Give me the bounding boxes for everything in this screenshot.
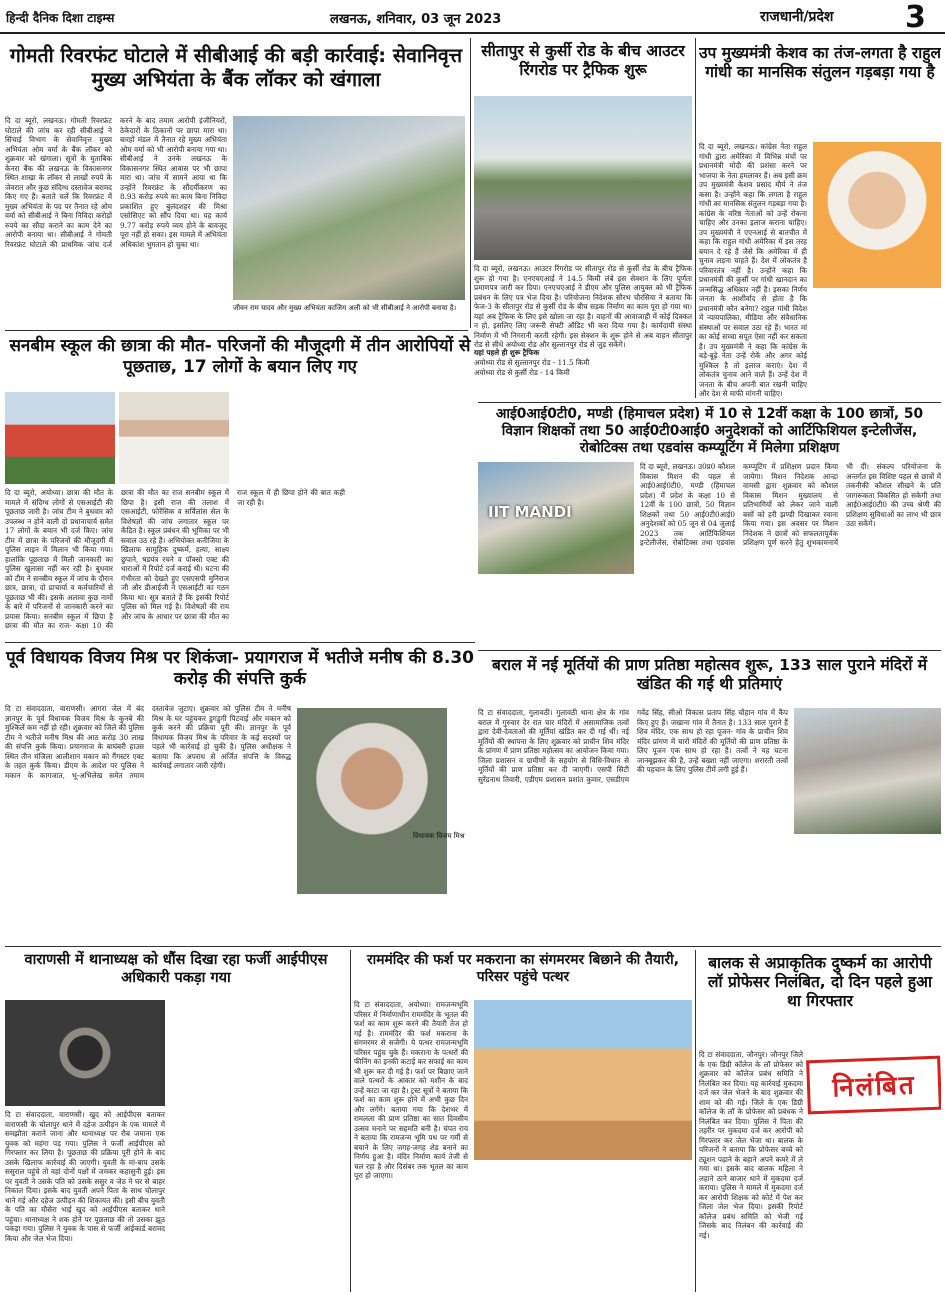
body-law-professor-right: [807, 1118, 941, 1290]
divider: [478, 402, 941, 403]
caption-riverfront: जीवन राम यादव और मुख्य अभियंता काजिम अली को भी सीबीआई ने आरोपी बनाया है।: [233, 304, 457, 312]
photo-sunbeam-building: [5, 392, 115, 484]
photo-ram-mandir: [474, 1000, 692, 1160]
article-sunbeam: [5, 334, 475, 640]
headline-vijay-mishra: पूर्व विधायक विजय मिश्र पर शिकंजा- प्रयागराज में भतीजे मनीष की 8.30 करोड़ की संपत्ति कुर्क: [5, 648, 474, 689]
headline-keshav: उप मुख्यमंत्री केशव का तंज-लगता है राहुल गांधी का मानसिक संतुलन गड़बड़ा गया है: [699, 44, 941, 81]
paper-name: हिन्दी दैनिक दिशा टाइम्स: [6, 11, 115, 25]
body-vijay-mishra-right: [297, 898, 475, 942]
divider: [695, 950, 696, 1292]
list-item-ringroad: अयोध्या रोड से सुल्तानपुर रोड - 11.5 किमी: [474, 358, 590, 367]
photo-riverfront: [233, 116, 465, 300]
body-sunbeam: दि दा ब्यूरो, अयोध्या। छात्रा की मौत के मामले में संदिग्ध लोगों से एसआईटी की पूछताछ जारी है। जांच टीम ने बुधवार को उपलब्ध न होने वाली दो प्रधानाचार्य समेत 17 लोगों के बयान भी दर्ज किए। जांच टीम में छात्रा के परिजनों की मौजूदगी में पुलिस लाइन में मिलान भी किया गया। हालांकि पूछताछ में मिली जानकारी का पुलिस खुलासा नहीं कर रही है। बुधवार को टीम ने सनबीम स्कूल में जांच के दौरान छात्र, छात्रा, दो प्राचार्या व कर्मचारियों से पूछताछ भी की। इसके अलावा कुछ नामों के बारे में परिजनों से जानकारी करने का प्रयास किया। सनबीम स्कूल में छिपा है छात्रा की मौत का राज- कक्षा 10 की छात्रा की मौत का राज सनबीम स्कूल में छिपा है। इसी राज की तलाश में एसआईटी, फोरेंसिक व सर्विलांस सेल के विशेषज्ञों की जांच लगातार स्कूल पर केंद्रित है। स्कूल प्रबंधन की भूमिका पर भी सवाल उठ रहे हैं। अभियोक्त कनीजिया के खिलाफ सामूहिक दुष्कर्म, हत्या, साक्ष्य छुपाने, षडयंत्र रचने व पॉक्सो एक्ट की धाराओं में रिपोर्ट दर्ज कराई थी। घटना की गंभीरता को देखते हुए एसएसपी मुनिराज जी और डीआईजी ने एसआईटी का गठन किया था। सूत्र बताते हैं कि इसकी रिपोर्ट पुलिस को मिल गई है। विशेषज्ञों की राय और जांच के आधार पर छात्रा की मौत का राज स्कूल में ही छिपा होने की बात कही जा रही है।: [5, 488, 345, 630]
body-law-professor: दि टा संवाददाता, जौनपुर। जौनपुर जिले के एक डिग्री कॉलेज के लॉ प्रोफेसर को शुक्रवार को कॉलेज प्रबंध समिति ने निलंबित कर दिया। यह कार्रवाई मुकदमा दर्ज कर जेल भेजने के बाद शुक्रवार की शाम को की गई। जिले के एक डिग्री कॉलेज के लॉ के प्रोफेसर को प्रबंधक ने निलंबित कर दिया। पुलिस ने पिता की तहरीर पर मुकदमा दर्ज कर आरोपी को गिरफ्तार कर जेल भेजा था। बालक के परिजनों ने बताया कि प्रोफेसर बच्चे को ट्यूशन पढ़ाने के बहाने अपने कमरे में ले गया था। इसके बाद बालक महिला ने लहाने ठाने बाजार थाने में मुकदमा दर्ज कराया। पुलिस ने मामले में मुकदमा दर्ज कर आरोपी शिक्षक को कोर्ट में पेश कर जिला जेल भेज दिया। इसकी रिपोर्ट कॉलेज प्रबंध समिति को भेजी गई जिसके बाद निलंबन की कार्रवाई की गई।: [699, 1050, 803, 1240]
masthead: [0, 0, 945, 34]
divider: [5, 946, 941, 947]
body-keshav: दि दा ब्यूरो, लखनऊ। कांग्रेस नेता राहुल गांधी द्वारा अमेरिका में विभिन्न मंचों पर प्रधानमंत्री मोदी की प्रशंसा करने पर भाजपा के नेता हमलावर हैं। अब इसी क्रम उप मुख्यमंत्री केशव प्रसाद मौर्य ने तंज कसा है। उन्होंने कहा कि लगता है राहुल गांधी का मानसिक संतुलन गड़बड़ा गया है। कांग्रेस के वरिष्ठ नेताओं को उन्हें रोकना चाहिए और उनका इलाज कराना चाहिए। उप मुख्यमंत्री ने एएनआई से बातचीत में कहा कि राहुल गांधी अमेरिका में इस तरह बयान दे रहे हैं जैसे कि अमेरिका में ही चुनाव लड़ना चाहते हैं। देश में लोकतंत्र है परिवारतंत्र नहीं है। उन्होंने कहा कि प्रधानमंत्री की कुर्सी पर गांधी खानदान का जन्मसिद्ध अधिकार नहीं है। इसका निर्णय जनता के आशीर्वाद से होता है कि प्रधानमंत्री कौन बनेगा? राहुल गांधी विदेश में न्यायपालिका, मीडिया और संवैधानिक संस्थाओं पर सवाल उठा रहे हैं। भारत मां का कोई सच्चा सपूत ऐसा नहीं कर सकता है। उप मुख्यमंत्री ने कहा कि कांग्रेस के बड़े-बूढ़े नेता उन्हें रोकें और अगर कोई मुश्किल है तो इलाज कराएं। देश में लोकतंत्र चुनाव आने वाले हैं। उन्हें देश में जनता के बीच अपनी बात रखनी चाहिए और देश से माफी मांगनी चाहिए।: [699, 142, 807, 398]
headline-ram-mandir: राममंदिर की फर्श पर मकराना का संगमरमर बिछाने की तैयारी, परिसर पहुंचे पत्थर: [367, 952, 679, 985]
article-vijay-mishra: [5, 646, 475, 944]
article-ram-mandir: [354, 950, 692, 1292]
body-vijay-mishra: दि टा संवाददाता, वाराणसी। आगरा जेल में बंद ज्ञानपुर के पूर्व विधायक विजय मिश्र के कुनबे की मुश्किलें कम नहीं हो रही। शुक्रवार को जिले की पुलिस टीम ने भतीजे मनीष मिश्र की आठ करोड़ 30 लाख की संपत्ति कुर्क किया। प्रयागराज के बाघंबरी हाउस स्थित तीन मंजिला आलीशान मकान को गैंगस्टर एक्ट के तहत कुर्क किया। डीएम के आदेश पर पुलिस ने मकान के कागजात, भू-अभिलेख समेत तमाम दस्तावेज जुटाए। शुक्रवार को पुलिस टीम ने मनीष मिश्र के घर पहुंचकर डुगडुगी पिटवाई और मकान को कुर्क करने की प्रक्रिया पूरी की। ज्ञानपुर के पूर्व विधायक विजय मिश्र के परिवार के कई सदस्यों पर पहले भी कार्रवाई हो चुकी है। पुलिस अधीक्षक ने बताया कि अपराध से अर्जित संपत्ति के विरुद्ध कार्रवाई लगातार जारी रहेगी।: [5, 704, 291, 780]
headline-sunbeam: सनबीम स्कूल की छात्रा की मौत- परिजनों की मौजूदगी में तीन आरोपियों से पूछताछ, 17 लोगों के बयान लिए गए: [9, 336, 471, 377]
article-baral-temple: [478, 654, 941, 944]
headline-fake-ips: वाराणसी में थानाध्यक्ष को धौंस दिखा रहा फर्जी आईपीएस अधिकारी पकड़ा गया: [24, 952, 328, 986]
headline-riverfront: गोमती रिवरफंट घोटाले में सीबीआई की बड़ी कार्रवाई: सेवानिवृत्त मुख्य अभियंता के बैंक लॉकर को खंगाला: [9, 44, 463, 91]
body-fake-ips-right: [171, 1000, 347, 1290]
divider: [470, 38, 471, 328]
suspended-stamp: [806, 1056, 941, 1115]
divider: [478, 650, 941, 651]
list-item-ringroad: अयोध्या रोड से कुर्सी रोड - 14 किमी: [474, 368, 570, 377]
section-name: राजधानी/प्रदेश: [760, 9, 834, 25]
dateline: लखनऊ, शनिवार, 03 जून 2023: [330, 12, 502, 27]
body-iit-mandi-left: [478, 578, 634, 646]
headline-ringroad: सीतापुर से कुर्सी रोड के बीच आउटर रिंगरोड पर ट्रैफिक शुरू: [481, 42, 685, 79]
divider: [695, 38, 696, 398]
body-keshav-continued: [813, 292, 941, 394]
photo-vijay-mishra: [297, 708, 447, 894]
body-ram-mandir-right: [474, 1164, 692, 1290]
divider: [5, 330, 468, 331]
caption-vijay-mishra: विधायक विजय मिश्र: [413, 832, 465, 840]
photo-student: [119, 392, 229, 484]
article-law-professor: [699, 950, 941, 1292]
image-label-iit: IIT MANDI: [488, 503, 572, 521]
body-baral-temple: दि टा संवाददाता, गुलावठी। गुलावठी थाना क्षेत्र के गांव बराल में गुरुवार देर रात चार मंदिरों में असामाजिक तत्वों द्वारा देवी-देवताओं की मूर्तियां खंडित कर दी गई थीं। नई मूर्तियों की स्थापना के लिए शुक्रवार को प्राचीन शिव मंदिर के प्रांगण में प्राण प्रतिष्ठा महोत्सव का आयोजन किया गया। जिला प्रशासन व ग्रामीणों के सहयोग से विधि-विधान से मूर्तियों की प्राण प्रतिष्ठा कर दी जाएगी। एसपी सिटी सुरेंद्रनाथ तिवारी, एडीएम प्रशासन प्रशांत कुमार, एसडीएम गवेंद्र सिंह, सीओ विकास प्रताप सिंह चौहान गांव में कैंप किए हुए हैं। जखाना गांव में तैनात है। 133 साल पुराने हैं शिव मंदिर, एक साथ हो रहा पूजन- गांव के प्राचीन शिव मंदिर प्रांगण में चारों मंदिरों की मूर्तियों की प्राण प्रतिष्ठा के लिए पूजन एक साथ हो रहा है। तत्वों ने यह घटना जानबूझकर की है, उन्हें बख्शा नहीं जाएगा। शरारती तत्वों की पहचान के लिए पुलिस टीमें लगी हुई हैं।: [478, 708, 788, 784]
photo-keshav: [813, 142, 941, 288]
headline-iit-mandi: आई0आई0टी0, मण्डी (हिमाचल प्रदेश) में 10 से 12वीं कक्षा के 100 छात्रों, 50 विज्ञान शिक्षकों तथा 50 आई0टी0आई0 अनुदेशकों को आर्टिफिशियल इन्टेलीजेंस, रोबोटिक्स तथा एडवांस कम्प्यूटिंग में मिलेगा प्रशिक्षण: [495, 406, 924, 456]
headline-law-professor: बालक से अप्राकृतिक दुष्कर्म का आरोपी लॉ प्रोफेसर निलंबित, दो दिन पहले हुआ था गिरफ्तार: [708, 954, 932, 1010]
body-sunbeam-right: [235, 392, 475, 638]
article-fake-ips: [5, 950, 347, 1292]
divider: [350, 950, 351, 1292]
article-iit-mandi: [478, 406, 941, 648]
photo-handcuffs: [5, 1000, 165, 1106]
body-iit-mandi: दि दा ब्यूरो, लखनऊ। उ0प्र0 कौशल विकास मिशन की पहल से आई0आई0टी0, मण्डी (हिमाचल प्रदेश) में प्रदेश के कक्षा 10 से 12वीं के 100 छात्रों, 50 विज्ञान शिक्षकों तथा 50 आई0टी0आई0 अनुदेशकों को 05 जून से 04 जुलाई 2023 तक आर्टिफिशियल इन्टेलीजेंस, रोबोटिक्स तथा एडवांस कम्प्यूटिंग में प्रशिक्षण प्रदान किया जायेगा। मिशन निदेशक आन्द्रा वामसी द्वारा शुक्रवार को कौशल विकास मिशन मुख्यालय से प्रतिभागियों को लेकर जाने वाली बसों को हरी झण्डी दिखाकर रवाना किया गया। इस अवसर पर मिशन निदेशक ने छात्रों को सफलतापूर्वक प्रशिक्षण पूर्ण करने हेतु शुभकामनायें भी दीं। संकल्प परियोजना के अन्तर्गत इस विशिष्ट पहल से छात्रों में तकनीकी कौशल सीखने के प्रति जागरूकता विकसित हो सकेगी तथा आई0आई0टी0 की उच्च श्रेणी की प्रशिक्षण सुविधाओं का लाभ भी छात्र उठा सकेंगे।: [640, 462, 941, 547]
body-baral-temple-right: [794, 838, 941, 942]
body-ram-mandir: दि टा संवाददाता, अयोध्या। रामजन्मभूमि परिसर में निर्माणाधीन राममंदिर के भूतल की फर्श का काम शुरू करने की तैयारी तेज हो गई है। राममंदिर की फर्श मकराना के संगमरमर से सजेगी। ये पत्थर रामजन्मभूमि परिसर पहुंच चुके हैं। मकराना के पत्थरों की फीनिंग का इनकी कटाई कर सफाई का काम भी शुरू कर दी गई है। फर्श पर बिछाए जाने वाले पत्थरों के आकार को मशीन के बाद उन्हें काटा जा रहा है। ट्रस्ट सूत्रों ने बताया कि फर्श का काम शुरू होने में अभी कुछ दिन और लगेंगे। बताया गया कि देशभर में रामलला की प्राण प्रतिष्ठा का सात दिवसीय उत्सव मनाने पर सहमति बनी है। चंपत राय ने बताया कि रामजन्म भूमि पथ पर गर्मी से बचाने के लिए जगह-जगह शेड बनाने का निर्णय हुआ है। मंदिर निर्माण कार्य तेजी से चल रहा है और दिसंबर तक भूतल का काम पूरा हो जाएगा।: [354, 1000, 468, 1180]
photo-ringroad: [474, 96, 692, 260]
body-fake-ips: दि टा संवाददाता, वाराणसी। खुद को आईपीएस बताकर वाराणसी के चोलापुर थाने में दहेज उत्पीड़न के एक मामले में समझौता कराने जाना और थानाध्यक्ष पर रौब जमाना एक युवक को महंगा पड़ गया। पुलिस ने फर्जी आईपीएस को गिरफ्तार कर लिया है। पूछताछ की प्रक्रिया पूरी होने के बाद उसके खिलाफ कार्रवाई की जाएगी। युवती के मां-बाप उसके ससुराल पहुंचे तो वहां दोनों पक्षों में जमकर कहासुनी हुई। इस पर युवती ने उसके पति को उसके ससुर व जेठ ने घर से बाहर निकाल दिया। इसके बाद युवती अपने पिता के साथ चोलापुर थाने गई और दहेज उत्पीड़न की शिकायत की। इसी बीच युवती के पति का मौसेरा भाई खुद को आईपीएस बताकर थाने पहुंचा। थानाध्यक्ष ने शक होने पर पूछताछ की तो उसका झूठ पकड़ा गया। पुलिस ने युवक के पास से फर्जी आईकार्ड बरामद किया और जेल भेज दिया।: [5, 1110, 165, 1243]
list-title-ringroad: यहां पहले ही शुरू ट्रैफिक: [474, 348, 540, 357]
body-ringroad: दि दा ब्यूरो, लखनऊ। आउटर रिंगरोड पर सीतापुर रोड से कुर्सी रोड के बीच ट्रैफिक शुरू हो गया है। एनएचएआई ने 14.5 किमी लंबे इस सेक्शन के लिए पूर्णता प्रमाणपत्र जारी कर दिया। एनएचएआई ने डीएम और पुलिस आयुक्त को भी ट्रैफिक प्रबंधन के लिए पत्र भेज दिया है। परियोजना निदेशक सौरभ चौरसिया ने बताया कि फेज-3 के सीतापुर रोड से कुर्सी रोड के बीच सड़क निर्माण का काम पूरा हो गया था। यहां अब ट्रैफिक के लिए इसे खोला जा रहा है। वाहनों की आवाजाही में कोई दिक्कत न हो, इसलिए लिए जरूरी सेफ्टी ऑडिट भी करा दिया गया है। कार्यदायी संस्था निर्माण में भी निगरानी करती रहेगी। इस सेक्शन के शुरू होने से अब वाहन सीतापुर रोड से सीधे अयोध्या रोड और सुल्तानपुर रोड से जुड़ सकेंगे।: [474, 264, 692, 349]
photo-iit-mandi: [478, 462, 634, 574]
photo-baral-temple: [794, 708, 941, 834]
divider: [5, 642, 475, 643]
headline-baral-temple: बराल में नई मूर्तियों की प्राण प्रतिष्ठा महोत्सव शुरू, 133 साल पुराने मंदिरों में खंडित की गई थी प्रतिमाएं: [491, 656, 927, 693]
body-riverfront: दि दा ब्यूरो, लखनऊ। गोमती रिवरफ्रंट घोटाले की जांच कर रही सीबीआई ने सिंचाई विभाग के सेवानिवृत्त मुख्य अभियंता ओम वर्मा के बैंक लॉकर को शुक्रवार को खंगाला। सूत्रों के मुताबिक केनरा बैंक की लखनऊ के विकासनगर स्थित शाखा के लॉकर से लाखों रुपये के जेवरात और कुछ संदिग्ध दस्तावेज बरामद किए गए हैं। बताते चलें कि रिवरफ्रंट में मुख्य अभियंता के पद पर तैनात रहे ओम वर्मा को सीबीआई ने बिना निविदा करोड़ों रुपये का सौदा कराने का काम देने का आरोपी बनाया था। सीबीआई ने गोमती रिवरफ्रंट घोटाले की प्राथमिक जांच दर्ज करने के बाद तमाम आरोपी इंजीनियरों, ठेकेदारों के ठिकानों पर छापा मारा था। बारहों मंडल में तैनात रहे मुख्य अभियंता ओम वर्मा को भी आरोपी बनाया गया था। सीबीआई ने उनके लखनऊ के विकासनगर स्थित आवास पर भी छापा मारा था। जांच में सामने आया था कि उन्होंने रिवरफ्रंट के सौंदर्यीकरण का 8.93 करोड़ रुपये का काम बिना निविदा प्रकाशित हुए बुलंदशहर की मिश्रा एसोसिएट को सौंप दिया था। यह कार्य 9.77 करोड़ रुपये व्यय होने के बावजूद पूरा नहीं हो सका। इस मामले में अभियंता अधिकांश भुगतान हो चुका था।: [5, 116, 227, 249]
article-ringroad: [474, 38, 692, 380]
article-riverfront: [5, 38, 467, 328]
article-keshav: [699, 38, 941, 400]
stamp-text: निलंबित: [831, 1070, 917, 1104]
page-number: 3: [905, 0, 926, 34]
